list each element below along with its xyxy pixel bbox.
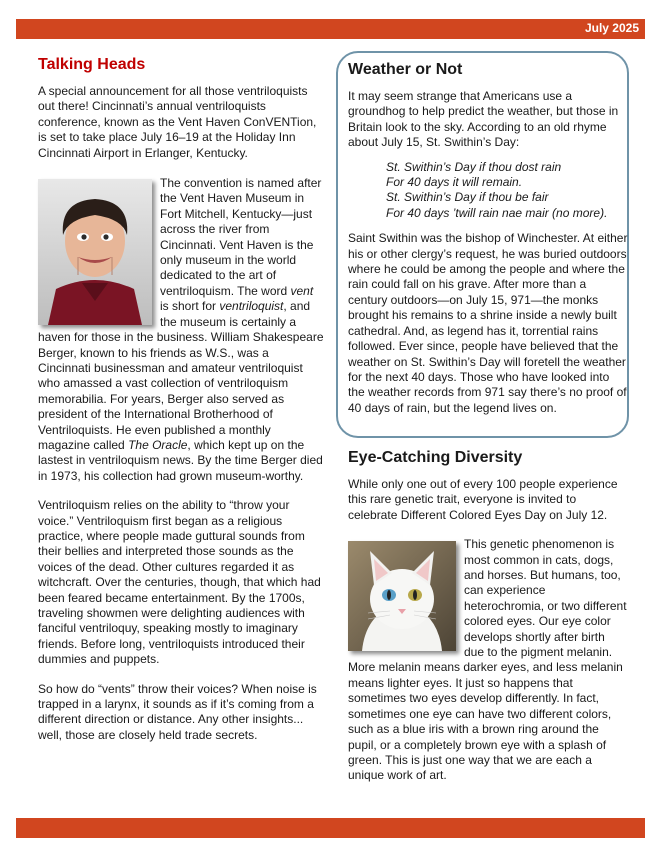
issue-date: July 2025 (584, 21, 639, 35)
diversity-body-wrap (348, 537, 628, 784)
weather-body: Saint Swithin was the bishop of Winchester. At either his or other clergy’s request, he was buried outdoors where he could be among the people and where the rain could fall on his grave. After more than a century outdoors—on July 15, 971—the monks brought his remains to a shrine inside a newly built cathedral. And, as legend has it, torrential rains followed. Ever since, people have believed that the weather on St. Swithin’s Day will foretell the weather for the next 40 days. Those who have looked into the weather records from 971 say there’s no proof of 40 days of rain, but the legend lives on. (348, 231, 628, 415)
weather-rhyme (386, 160, 628, 222)
weather-title: Weather or Not (348, 61, 463, 78)
talking-heads-paragraph-2: The convention is named after the Vent Haven Museum in Fort Mitchell, Kentucky—just across the river from Cincinnati. Vent Haven is the only museum in the world dedicated to the art of ventriloquism. The word vent is short for ventriloquist, and the museum is certainly a haven for those in the business. William Shakespeare Berger, known to his friends as W.S., was a Cincinnati businessman and amateur ventriloquist who amassed a vast collection of ventriloquism memorabilia. For years, Berger also served as president of the International Brotherhood of Ventriloquists. He even published a monthly magazine called The Oracle, which kept up on the lastest in ventriloquism news. By the time Berger died in 1973, his collection had grown museum-worthy. (38, 176, 324, 483)
diversity-body: This genetic phenomenon is most common in cats, dogs, and horses. But humans, too, can experience heterochromia, or two different colored eyes. Our eye color develops shortly after birth due to the pigment melanin. More melanin means darker eyes, and less melanin means lighter eyes. It just so happens that sometimes two eyes develop differently. In fact, sometimes one eye can have two different colors, such as a blue iris with a brown ring around the pupil, or a completely brown eye with a splash of green. This is just one way that we are each a unique work of art. (348, 537, 627, 783)
rhyme-line: For 40 days it will remain. (386, 175, 523, 190)
diversity-intro: While only one out of every 100 people experience this rare genetic trait, everyone is invited to celebrate Different Colored Eyes Day on July 12. (348, 477, 618, 522)
talking-heads-title: Talking Heads (38, 56, 146, 73)
white-cat-image (348, 541, 456, 651)
talking-heads-paragraph-3: Ventriloquism relies on the ability to “throw your voice.” Ventriloquism first began as a religious practice, where people made guttural sounds from their bellies and interpreted those sounds as the voices of the dead. Other cultures regarded it as witchcraft. Over the centuries, though, that which had been feared became entertainment. By the 1700s, traveling showmen were delighting audiences with fanciful ventriloquy, speaking mostly to imaginary friends. Before long, ventriloquists introduced their dummies and puppets. (38, 498, 321, 667)
header-bar (16, 19, 645, 39)
rhyme-line: St. Swithin’s Day if thou dost rain (386, 159, 562, 174)
talking-heads-body (38, 176, 324, 484)
talking-heads-intro: A special announcement for all those ventriloquists out there! Cincinnati’s annual ventriloquists conference, known as the Vent Haven ConVENTion, is set to take place July 16–19 at the Holiday Inn Cincinnati Airport in Erlanger, Kentucky. (38, 84, 317, 160)
rhyme-line: St. Swithin’s Day if thou be fair (386, 190, 549, 205)
ventriloquist-dummy-image (38, 179, 152, 325)
weather-intro: It may seem strange that Americans use a groundhog to help predict the weather, but those in Britain look to the sky. According to an old rhyme about July 15, St. Swithin’s Day: (348, 89, 619, 150)
diversity-article (348, 449, 628, 784)
talking-heads-paragraph-4: So how do “vents” throw their voices? When noise is trapped in a larynx, it sounds as if it’s coming from a different direction or distance. Any other insights... well, those are closely held trade secrets. (38, 681, 317, 742)
talking-heads-article (38, 56, 324, 743)
diversity-title: Eye-Catching Diversity (348, 449, 523, 466)
rhyme-line: For 40 days ’twill rain nae mair (no more). (386, 205, 608, 220)
weather-article (348, 61, 628, 416)
footer-bar (16, 818, 645, 838)
